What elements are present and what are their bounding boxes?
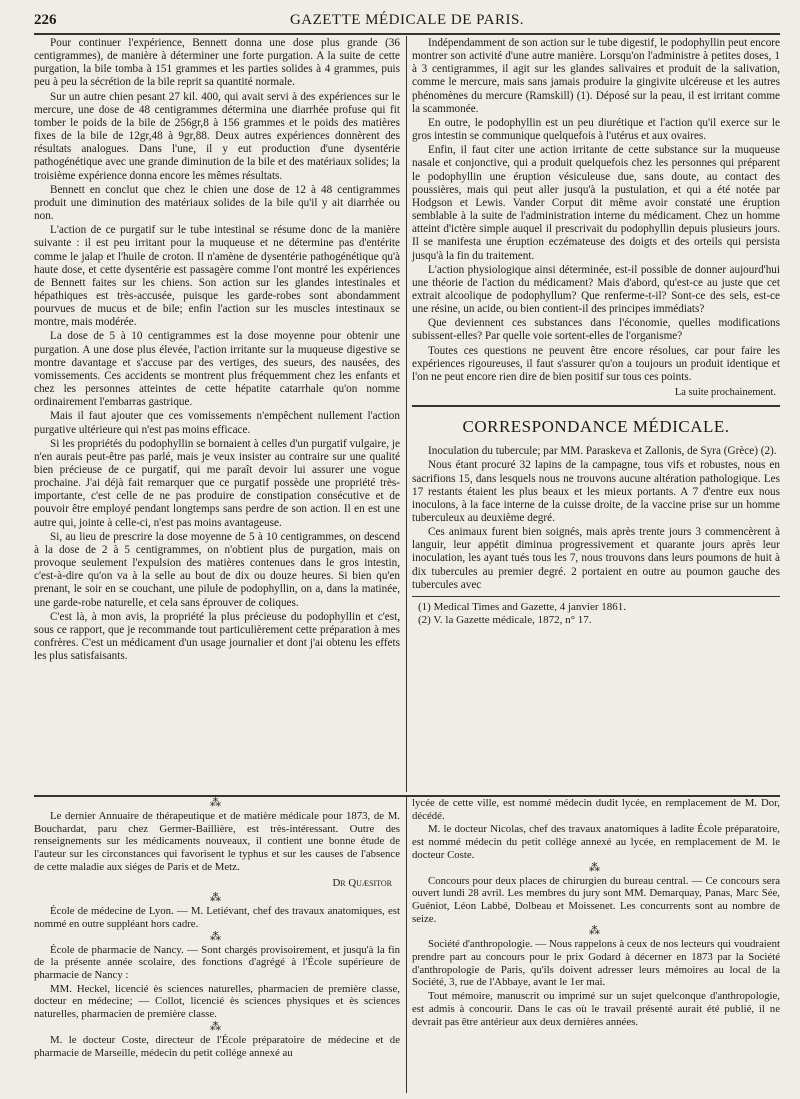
paragraph: Nous étant procuré 32 lapins de la campagne, tous vifs et robustes, nous en sacrifions 15, dans lesquels nous ne trouvons aucune altération pathologique. Les 17 restants étaient les plus beaux et les mieux portants. A 7 d'entre eux nous inoculons, à la face interne de la cuisse droite, de la vaccine prise sur un homme tuberculeux au deuxième degré. [412,459,780,524]
header-rule [34,33,780,35]
left-column [34,37,400,664]
separator-stars: ⁂ [210,1020,224,1033]
paragraph: Indépendamment de son action sur le tube digestif, le podophyllin peut encore montrer son activité d'une autre manière. Lorsqu'on l'administre à petites doses, 1 à 3 centigrammes, il agit sur les glandes salivaires et produit de la salivation, comme le mercure, mais sans jamais produire la gingivite ulcéreuse et les autres phénomènes du mercure (Ramskill) (1). Déposé sur la peau, il est irritant comme la scammonée. [412,37,780,115]
page-number: 226 [34,12,57,28]
section-rule [412,405,780,407]
paragraph: Enfin, il faut citer une action irritante de cette substance sur la muqueuse nasale et conjonctive, qui a produit quelquefois chez les personnes qui préparent le podophyllin une éruption vésiculeuse due, sans doute, au contact des poussières, mais qui peut aller jusqu'à la pustulation, et qui a été notée par Hodgson et Lewis. Vander Corput dit même avoir constaté une éruption semblable à la suite de l'administration interne du médicament. Chez un homme atteint d'ictère simple auquel il prescrivait du podophyllin depuis plusieurs jours. Il se manifesta une éruption eczémateuse des doigts et des orteils qui persista jusqu'à la fin du traitement. [412,144,780,262]
paragraph: En outre, le podophyllin est un peu diurétique et l'action qu'il exerce sur le gros intestin se communique quelquefois à l'utérus et aux ovaires. [412,116,780,143]
footnote: (1) Medical Times and Gazette, 4 janvier 1861. [418,600,627,613]
paragraph: Toutes ces questions ne peuvent être encore résolues, car pour faire les expériences rigoureuses, il faut s'assurer qu'on a toujours un produit identique et l'on ne peut encore rien dire de bien positif sur tous ces points. [412,344,780,383]
paragraph: Concours pour deux places de chirurgien du bureau central. — Ce concours sera ouvert lundi 28 avril. Les membres du jury sont MM. Demarquay, Panas, Marc Sée, Guéniot, Léon Labbé, Dolbeau et Moissenet. Les concurrents sont au nombre de seize. [412,874,780,925]
paragraph: Pour continuer l'expérience, Bennett donna une dose plus grande (36 centigrammes), de manière à déterminer une forte purgation. A la suite de cette purgation, la bile tomba à 151 grammes et les parties solides à 4 grammes, puis peu à peu la sécrétion de la bile reprit sa quantité normale. [34,37,400,89]
author-signature: Dr Quæsitor [332,876,392,889]
continuation-note: La suite prochainement. [674,387,776,399]
right-column [412,37,780,627]
paragraph: Mais il faut ajouter que ces vomissements n'empêchent nullement l'action purgative ultérieure qui n'est pas moins efficace. [34,410,400,436]
paragraph: MM. Heckel, licencié ès sciences naturelles, pharmacien de première classe, docteur en médecine; — Collot, licencié ès sciences physiques et ès sciences naturelles, pharmacien de première classe. [34,982,400,1021]
paragraph: C'est là, à mon avis, la propriété la plus précieuse du podophyllin et c'est, sous ce rapport, que je recommande tout particulièrement cette préparation à mes confrères. C'est un médicament d'un usage journalier et dont j'ai obtenu les effets les plus satisfaisants. [34,610,400,663]
paragraph: Si, au lieu de prescrire la dose moyenne de 5 à 10 centigrammes, on descend à la dose de 2 à 5 centigrammes, on n'obtient plus de purgation, mais on provoque seulement l'expulsion des matières contenues dans le gros intestin, c'est-à-dire qu'on va à la selle au bout de dix ou douze heures. Si bien qu'en prenant, le soir en se couchant, une pilule de podophyllin, on a, dans la matinée, une garde-robe naturelle, et cela sans éprouver de coliques. [34,530,400,609]
footnotes [412,596,780,627]
journal-title: GAZETTE MÉDICALE DE PARIS. [289,12,525,28]
paragraph: Tout mémoire, manuscrit ou imprimé sur un sujet quelconque d'anthropologie, est admis à concourir. Dans le cas où le travail présenté aurait été publié, il ne devrait pas être antérieur aux deux dernières années. [412,990,780,1028]
paragraph: Sur un autre chien pesant 27 kil. 400, qui avait servi à des expériences sur le mercure, une dose de 48 centigrammes détermina une diarrhée profuse qui fit tomber le poids de la bile de 256gr,8 à 156 grammes et le poids des matières fixes de la bile de 12gr,48 à 9gr,88. Deux autres expériences donnèrent des résultats analogues. Dans l'une, il y eut production d'une dysentérie pathogénétique avec une grande diminution de la bile et des matériaux solides; la troisième expérience donna encore les mêmes résultats. [34,90,400,182]
paragraph: Si les propriétés du podophyllin se bornaient à celles d'un purgatif vulgaire, je n'en aurais peut-être pas parlé, mais je veux insister au contraire sur une qualité bien précieuse de ce purgatif, qui me paraît devoir lui assurer une vogue prochaine. J'ai déjà fait remarquer que ce purgatif possède une propriété très-importante, c'est celle de ne pas produire de constipation consécutive et de pouvoir être employé pendant longtemps sans perdre de son action. Il en est une autre qui, jointe à celle-ci, n'est pas moins avantageuse. [34,437,400,529]
bottom-left-column [34,797,400,1060]
paragraph: Bennett en conclut que chez le chien une dose de 12 à 48 centigrammes produit une diminution des matériaux solides de la bile qu'il y ait diarrhée ou non. [34,183,400,223]
paragraph: Le dernier Annuaire de thérapeutique et de matière médicale pour 1873, de M. Bouchardat, paru chez Germer-Baillière, est très-intéressant. Outre des renseignements sur les médicaments nouveaux, il contient une bonne étude de l'auteur sur les circonstances qui favorisent le typhus et sur les causes de l'absence de cette maladie aux siéges de Paris et de Metz. [34,810,400,873]
paragraph: Ces animaux furent bien soignés, mais après trente jours 3 commencèrent à languir, leur appétit diminua progressivement et quarante jours après leur inoculation, les ayant tués tous les 7, nous trouvons dans leurs poumons de huit à dix tubercules au premier degré. 2 portaient en outre au poumon gauche des tubercules avec [412,526,780,591]
page-header [34,10,780,32]
paragraph: L'action physiologique ainsi déterminée, est-il possible de donner aujourd'hui une théorie de l'action du médicament? Mais d'abord, qu'est-ce au juste que cet extrait alcoolique de podophyllum? Que renferme-t-il? Sont-ce des sels, est-ce une résine, un acide, ou bien contient-il des principes immédiats? [412,263,780,316]
separator-stars: ⁂ [210,930,224,943]
paragraph: L'action de ce purgatif sur le tube intestinal se résume donc de la manière suivante : il est peu irritant pour la muqueuse et ne détermine pas d'entérite comme le jalap et l'huile de croton. Il n'amène de dysentérie pathogénétique qu'à haute dose, et cette dysentérie est passagère comme l'ont montré les expériences de Bennett faites sur les chiens. Son action sur les glandes intestinales et hépathiques est très-accusée, puisque les garde-robes sont abondamment pourvues de mucus et de bile; enfin l'action sur les muscles intestinaux se montre, mais modérée. [34,224,400,329]
separator-stars: ⁂ [589,861,603,874]
article-subtitle: Inoculation du tubercule; par MM. Paraskeva et Zallonis, de Syra (Grèce) (2). [428,445,777,458]
bottom-right-column [412,797,780,1029]
paragraph: M. le docteur Nicolas, chef des travaux anatomiques à ladite École préparatoire, est nommé médecin du petit collége annexé au lycée, en remplacement de M. le docteur Coste. [412,823,780,861]
separator-stars: ⁂ [210,892,224,905]
paragraph: Que deviennent ces substances dans l'économie, quelles modifications subissent-elles? Par quelle voie sortent-elles de l'organisme? [412,317,780,343]
footnote: (2) V. la Gazette médicale, 1872, n° 17. [418,613,592,626]
separator-stars: ⁂ [589,925,603,938]
paragraph: École de pharmacie de Nancy. — Sont chargés provisoirement, et jusqu'à la fin de la présente année scolaire, des fonctions d'agrégé à l'École supérieure de pharmacie de Nancy : [34,943,400,982]
column-divider [406,36,407,792]
column-divider [406,797,407,1093]
separator-stars: ⁂ [210,797,224,809]
paragraph: lycée de cette ville, est nommé médecin dudit lycée, en remplacement de M. Dor, décédé. [412,797,780,822]
paragraph: La dose de 5 à 10 centigrammes est la dose moyenne pour obtenir une purgation. A une dose plus élevée, l'action irritante sur la muqueuse digestive se montre davantage et s'accuse par des vertiges, des sueurs, des nausées, des vomissements. Ces accidents se montrent plus fréquemment chez les enfants et chez les personnes atteintes de cette hépatite catarrhale qu'on nomme ordinairement l'embarras gastrique. [34,330,400,409]
section-title: CORRESPONDANCE MÉDICALE. [462,417,730,437]
paragraph: M. le docteur Coste, directeur de l'École préparatoire de médecine et de pharmacie de Marseille, médecin du petit collége annexé au [34,1033,400,1059]
paragraph: École de médecine de Lyon. — M. Letiévant, chef des travaux anatomiques, est nommé en outre suppléant hors cadre. [34,905,400,930]
paragraph: Société d'anthropologie. — Nous rappelons à ceux de nos lecteurs qui voudraient prendre part au concours pour le prix Godard à décerner en 1873 par la Société d'anthropologie de Paris, qu'ils doivent adresser leurs mémoires au local de la Société, 3, rue de l'Abbaye, avant le 1er mai. [412,938,780,989]
